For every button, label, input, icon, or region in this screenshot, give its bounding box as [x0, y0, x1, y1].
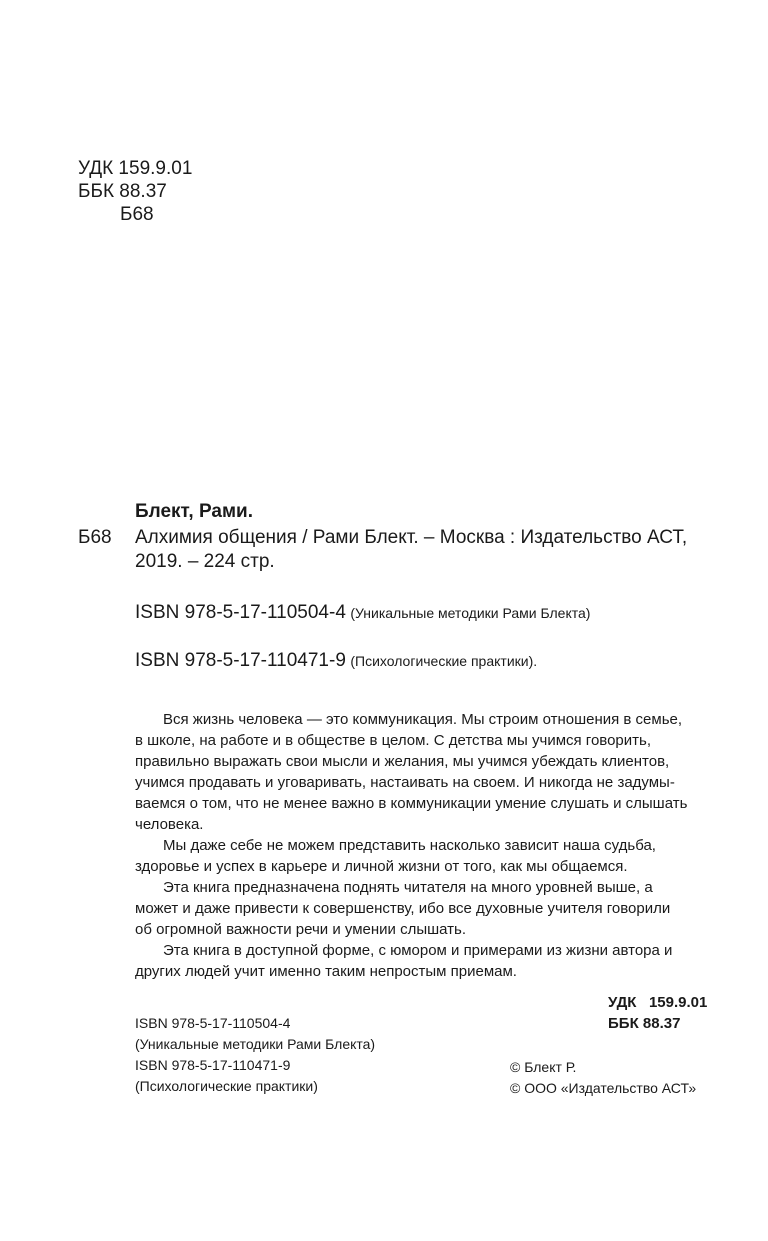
isbn-1-number: ISBN 978-5-17-110504-4 — [135, 602, 346, 623]
bottom-isbn-line: ISBN 978-5-17-110471-9 — [135, 1057, 291, 1073]
abstract-line: об огромной важности речи и умении слышать. — [135, 921, 467, 938]
abstract-line: Эта книга предназначена поднять читателя на много уровней выше, а — [163, 879, 653, 896]
abstract-line: других людей учит именно таким непростым приемам. — [135, 963, 517, 980]
bottom-udk-label: УДК — [608, 994, 637, 1011]
copyright-block — [510, 1057, 696, 1099]
abstract-line: может и даже привести к совершенству, ибо все духовные учителя говорили — [135, 900, 671, 917]
abstract-line: Эта книга в доступной форме, с юмором и примерами из жизни автора и — [163, 942, 673, 959]
copyright-line: © ООО «Издательство АСТ» — [510, 1080, 697, 1096]
bottom-bbk — [608, 1013, 680, 1034]
isbn-1-series: (Уникальные методики Рами Блекта) — [350, 605, 591, 621]
abstract-line: человека. — [135, 816, 204, 833]
abstract-line: в школе, на работе и в обществе в целом. С детства мы учимся говорить, — [135, 732, 651, 749]
abstract-line: Вся жизнь человека — это коммуникация. Мы строим отношения в семье, — [163, 711, 683, 728]
abstract-line: здоровье и успех в карьере и личной жизни от того, как мы общаемся. — [135, 858, 628, 875]
bottom-isbn-line: ISBN 978-5-17-110504-4 — [135, 1015, 291, 1031]
record-author-mark: Б68 — [78, 527, 112, 548]
bottom-bbk-value: 88.37 — [642, 1015, 681, 1032]
bottom-isbn-line: (Уникальные методики Рами Блекта) — [135, 1036, 376, 1052]
top-bbk-code: ББК 88.37 — [78, 181, 167, 202]
copyright-line: © Блект Р. — [510, 1059, 577, 1075]
isbn-2-number: ISBN 978-5-17-110471-9 — [135, 650, 346, 671]
isbn-entry-2 — [135, 649, 537, 672]
abstract-line: учимся продавать и уговаривать, настаивать на своем. И никогда не задумы- — [135, 774, 675, 791]
abstract-line: ваемся о том, что не менее важно в коммуникации умение слушать и слышать — [135, 795, 688, 812]
bottom-isbn-line: (Психологические практики) — [135, 1078, 318, 1094]
bottom-isbn-block — [135, 1013, 375, 1097]
bottom-udk — [608, 992, 707, 1013]
top-author-mark: Б68 — [120, 204, 154, 225]
isbn-entry-1 — [135, 601, 590, 624]
title-line-2: 2019. – 224 стр. — [135, 551, 275, 572]
top-udk-code: УДК 159.9.01 — [78, 158, 193, 179]
isbn-2-series: (Психологические практики). — [350, 653, 538, 669]
bottom-udk-value: 159.9.01 — [648, 994, 708, 1011]
bottom-bbk-label: ББК — [608, 1015, 639, 1032]
abstract-line: правильно выражать свои мысли и желания, мы учимся убеждать клиентов, — [135, 753, 670, 770]
author-heading: Блект, Рами. — [135, 501, 253, 522]
abstract-line: Мы даже себе не можем представить насколько зависит наша судьба, — [163, 837, 656, 854]
abstract — [135, 709, 725, 982]
title-line-1: Алхимия общения / Рами Блект. – Москва : Издательство АСТ, — [135, 527, 688, 548]
